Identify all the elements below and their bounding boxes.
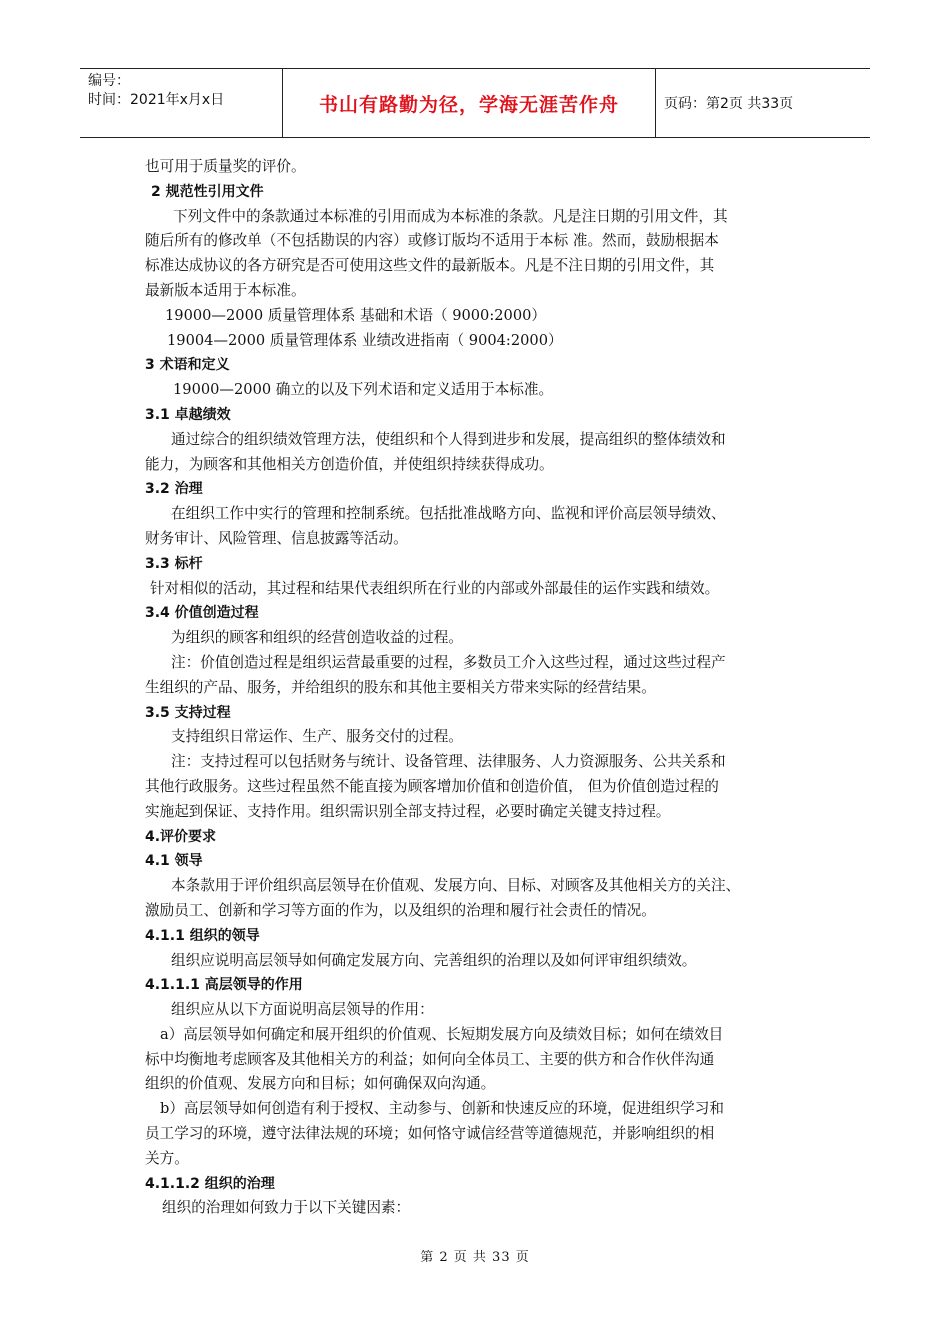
body-text-line: 下列文件中的条款通过本标准的引用而成为本标准的条款。凡是注日期的引用文件，其 bbox=[173, 207, 728, 225]
section-heading: 4.1.1.1 高层领导的作用 bbox=[145, 977, 303, 994]
body-text-line: 组织的价值观、发展方向和目标；如何确保双向沟通。 bbox=[145, 1075, 496, 1093]
body-text-line: 其他行政服务。这些过程虽然不能直接为顾客增加价值和创造价值， 但为价值创造过程的 bbox=[145, 777, 719, 795]
header-meta-cell bbox=[80, 69, 283, 137]
section-heading: 3.4 价值创造过程 bbox=[145, 605, 259, 622]
section-heading: 3.1 卓越绩效 bbox=[145, 406, 231, 423]
body-text-line: 员工学习的环境，遵守法律法规的环境；如何恪守诚信经营等道德规范，并影响组织的相 bbox=[145, 1125, 715, 1143]
document-body bbox=[145, 155, 813, 1221]
header-page-info: 页码：第2页 共33页 bbox=[664, 96, 794, 112]
section-heading: 4.1 领导 bbox=[145, 853, 203, 870]
date-line: 时间：2021年x月x日 bbox=[88, 92, 225, 108]
body-text-line: 支持组织日常运作、生产、服务交付的过程。 bbox=[171, 728, 463, 746]
section-heading: 3.3 标杆 bbox=[145, 555, 203, 572]
section-heading: 3.2 治理 bbox=[145, 481, 203, 498]
section-heading: 3 术语和定义 bbox=[145, 357, 230, 374]
section-heading: 4.1.1.2 组织的治理 bbox=[145, 1175, 275, 1192]
body-text-line: 生组织的产品、服务，并给组织的股东和其他主要相关方带来实际的经营结果。 bbox=[145, 678, 656, 696]
body-text-line: 标中均衡地考虑顾客及其他相关方的利益；如何向全体员工、主要的供方和合作伙伴沟通 bbox=[145, 1050, 715, 1068]
page-header bbox=[80, 68, 870, 138]
body-text-line: 19000—2000 质量管理体系 基础和术语（ 9000:2000） bbox=[165, 306, 546, 324]
body-text-line: 关方。 bbox=[145, 1149, 189, 1167]
body-text-line: 注：支持过程可以包括财务与统计、设备管理、法律服务、人力资源服务、公共关系和 bbox=[171, 753, 726, 771]
body-text-line: 能力，为顾客和其他相关方创造价值，并使组织持续获得成功。 bbox=[145, 455, 554, 473]
body-text-line: 本条款用于评价组织高层领导在价值观、发展方向、目标、对顾客及其他相关方的关注、 bbox=[171, 877, 741, 895]
body-text-line: 也可用于质量奖的评价。 bbox=[145, 158, 306, 175]
body-text-line: a）高层领导如何确定和展开组织的价值观、长短期发展方向及绩效目标；如何在绩效目 bbox=[160, 1025, 724, 1043]
body-text-line: 19004—2000 质量管理体系 业绩改进指南（ 9004:2000） bbox=[167, 331, 563, 349]
body-text-line: 激励员工、创新和学习等方面的作为，以及组织的治理和履行社会责任的情况。 bbox=[145, 901, 656, 919]
section-heading: 4.1.1 组织的领导 bbox=[145, 927, 260, 944]
body-text-line: 组织应说明高层领导如何确定发展方向、完善组织的治理以及如何评审组织绩效。 bbox=[171, 951, 697, 969]
body-text-line: 19000—2000 确立的以及下列术语和定义适用于本标准。 bbox=[173, 381, 554, 399]
body-text-line: 标准达成协议的各方研究是否可使用这些文件的最新版本。凡是不注日期的引用文件，其 bbox=[145, 257, 715, 275]
header-motto: 书山有路勤为径，学海无涯苦作舟 bbox=[283, 69, 656, 137]
section-heading: 2 规范性引用文件 bbox=[151, 183, 264, 200]
body-text-line: 为组织的顾客和组织的经营创造收益的过程。 bbox=[171, 629, 463, 647]
body-text-line: 针对相似的活动，其过程和结果代表组织所在行业的内部或外部最佳的运作实践和绩效。 bbox=[150, 579, 720, 597]
body-text-line: 财务审计、风险管理、信息披露等活动。 bbox=[145, 529, 408, 547]
section-heading: 3.5 支持过程 bbox=[145, 704, 231, 721]
body-text-line: 实施起到保证、支持作用。组织需识别全部支持过程，必要时确定关键支持过程。 bbox=[145, 802, 671, 820]
body-text-line: 通过综合的组织绩效管理方法，使组织和个人得到进步和发展，提高组织的整体绩效和 bbox=[171, 430, 726, 448]
serial-label: 编号： bbox=[88, 73, 130, 89]
page-footer: 第 2 页 共 33 页 bbox=[420, 1250, 530, 1265]
body-text-line: 随后所有的修改单（不包括勘误的内容）或修订版均不适用于本标 准。然而，鼓励根据本 bbox=[145, 232, 719, 250]
body-text-line: 最新版本适用于本标准。 bbox=[145, 281, 306, 299]
body-text-line: 注：价值创造过程是组织运营最重要的过程，多数员工介入这些过程，通过这些过程产 bbox=[171, 653, 726, 671]
section-heading: 4.评价要求 bbox=[145, 828, 217, 845]
body-text-line: b）高层领导如何创造有利于授权、主动参与、创新和快速反应的环境，促进组织学习和 bbox=[160, 1100, 724, 1118]
body-text-line: 组织应从以下方面说明高层领导的作用： bbox=[171, 1001, 434, 1019]
body-text-line: 在组织工作中实行的管理和控制系统。包括批准战略方向、监视和评价高层领导绩效、 bbox=[171, 505, 726, 523]
body-text-line: 组织的治理如何致力于以下关键因素： bbox=[162, 1199, 411, 1217]
